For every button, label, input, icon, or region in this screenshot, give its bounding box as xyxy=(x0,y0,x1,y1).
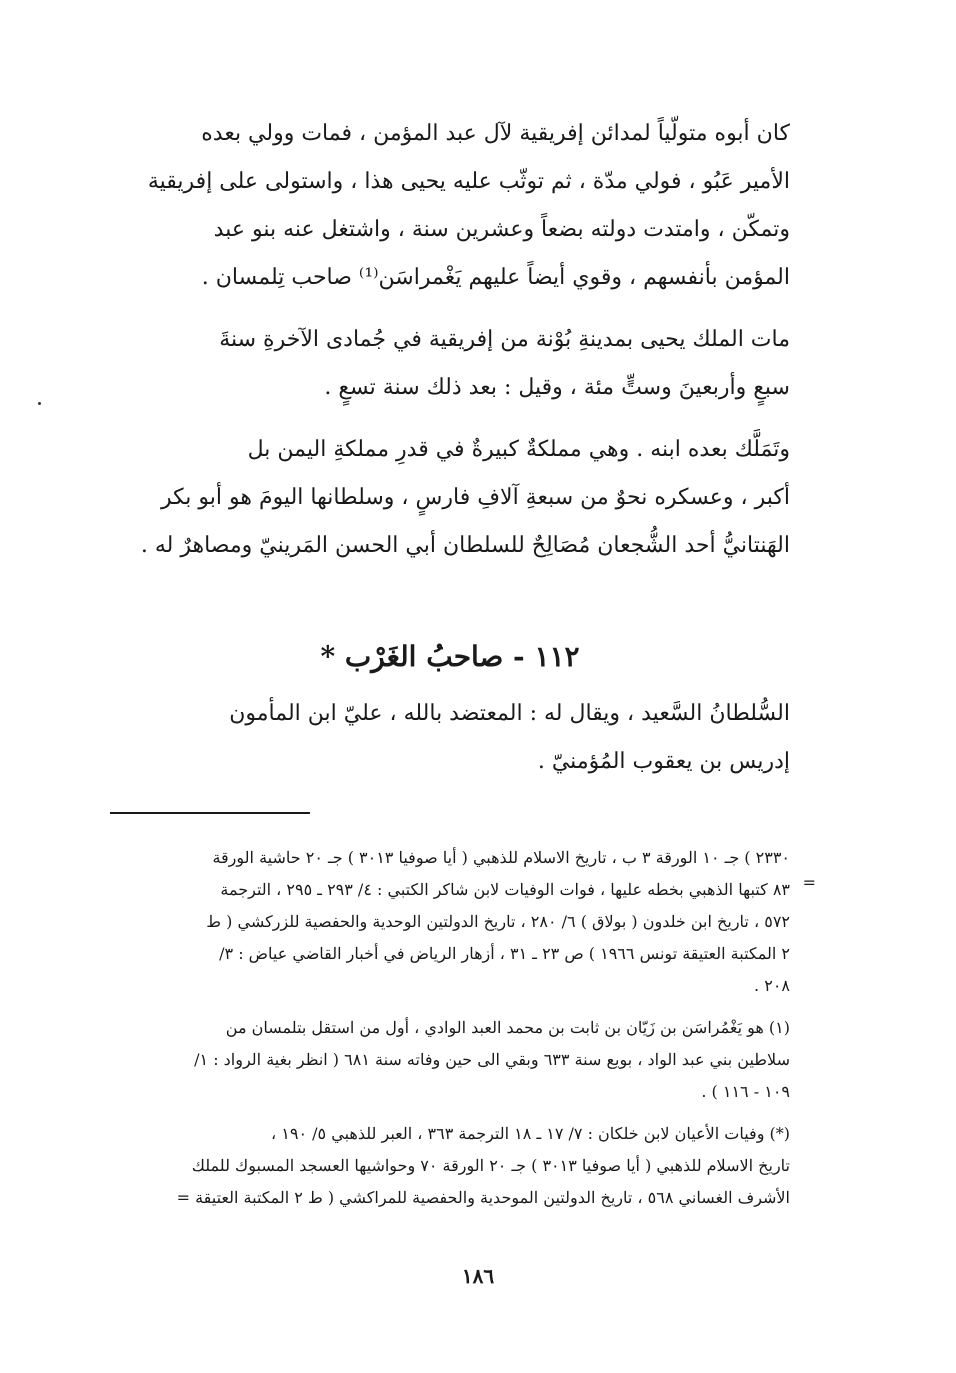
text-line: وتمكّن ، وامتدت دولته بضعاً وعشرين سنة ، واشتغل عنه بنو عبد xyxy=(213,217,790,242)
text-line: كان أبوه متولّياً لمدائن إفريقية لآل عبد المؤمن ، فمات وولي بعده xyxy=(201,121,790,146)
paragraph xyxy=(110,316,790,412)
footnote-separator xyxy=(110,812,310,814)
text-line: الهَنتانيُّ أحد الشُّجعان مُصَالِحٌ للسلطان أبي الحسن المَرينيّ ومصاهرٌ له . xyxy=(140,533,790,558)
stray-mark xyxy=(38,402,41,405)
main-text xyxy=(110,110,790,570)
footnote-line: ٢٣٣٠ ) جـ ١٠ الورقة ٣ ب ، تاريخ الاسلام للذهبي ( أيا صوفيا ٣٠١٣ ) جـ ٢٠ حاشية الورقة xyxy=(212,848,790,867)
footnote-separator-wrap xyxy=(110,812,790,814)
text-line: مات الملك يحيى بمدينةِ بُوْنة من إفريقية في جُمادى الآخرةِ سنةَ xyxy=(219,327,790,352)
footnotes xyxy=(110,842,790,1214)
text-line: المؤمن بأنفسهم ، وقوي أيضاً عليهم يَغْمراسَن⁽¹⁾ صاحب تِلمسان . xyxy=(201,265,790,290)
footnote xyxy=(110,842,790,1002)
page-body xyxy=(110,110,790,1224)
footnote-line: تاريخ الاسلام للذهبي ( أيا صوفيا ٣٠١٣ ) جـ ٢٠ الورقة ٧٠ وحواشيها العسجد المسبوك للملك xyxy=(191,1156,790,1175)
footnote-line: ٨٣ كتبها الذهبي بخطه عليها ، فوات الوفيات لابن شاكر الكتبي : ٤/ ٢٩٣ ـ ٢٩٥ ، الترجمة xyxy=(220,880,790,899)
footnote-line: ١٠٩ - ١١٦ ) . xyxy=(701,1082,790,1101)
paragraph xyxy=(110,426,790,570)
section-text xyxy=(110,690,790,786)
footnote-line: ٢ المكتبة العتيقة تونس ١٩٦٦ ) ص ٢٣ ـ ٣١ ، أزهار الرياض في أخبار القاضي عياض : ٣/ xyxy=(219,944,790,963)
text-line: السُّلطانُ السَّعيد ، ويقال له : المعتضد بالله ، عليّ ابن المأمون xyxy=(229,701,790,726)
page-number: ١٨٦ xyxy=(461,1264,495,1288)
footnote-line: ٢٠٨ . xyxy=(754,976,790,995)
text-line: سبعٍ وأربعينَ وستٍّ مئة ، وقيل : بعد ذلك سنة تسعٍ . xyxy=(324,375,790,400)
paragraph xyxy=(110,690,790,786)
footnote-line: الأشرف الغساني ٥٦٨ ، تاريخ الدولتين الموحدية والحفصية للمراكشي ( ط ٢ المكتبة العتيقة = xyxy=(176,1188,790,1207)
paragraph xyxy=(110,110,790,302)
text-line: وتَمَلَّك بعده ابنه . وهي مملكةٌ كبيرةٌ في قدرِ مملكةِ اليمن بل xyxy=(247,437,790,462)
section-heading: ١١٢ - صاحبُ الغَرْب * xyxy=(320,640,580,673)
continuation-marker: = xyxy=(802,873,816,892)
text-line: إدريس بن يعقوب المُؤمنيّ . xyxy=(537,749,790,774)
text-line: الأمير عَبُو ، فولي مدّة ، ثم توثّب عليه يحيى هذا ، واستولى على إفريقية xyxy=(147,169,790,194)
footnote xyxy=(110,1012,790,1108)
footnote-line: ٥٧٢ ، تاريخ ابن خلدون ( بولاق ) ٦/ ٢٨٠ ، تاريخ الدولتين الوحدية والحفصية للزركشي ( ط xyxy=(206,912,790,931)
footnote-line: (*) وفيات الأعيان لابن خلكان : ٧/ ١٧ ـ ١٨ الترجمة ٣٦٣ ، العبر للذهبي ٥/ ١٩٠ ، xyxy=(271,1124,790,1143)
footnote-line: (١) هو يَغْمُراسَن بن زَيّان بن ثابت بن محمد العبد الوادي ، أول من استقل بتلمسان من xyxy=(225,1018,790,1037)
text-line: أكبر ، وعسكره نحوٌ من سبعةِ آلافِ فارسٍ ، وسلطانها اليومَ هو أبو بكر xyxy=(160,485,790,510)
footnote-line: سلاطين بني عبد الواد ، بويع سنة ٦٣٣ وبقي الى حين وفاته سنة ٦٨١ ( انظر بغية الرواد : ١/ xyxy=(194,1050,790,1069)
footnote xyxy=(110,1118,790,1214)
